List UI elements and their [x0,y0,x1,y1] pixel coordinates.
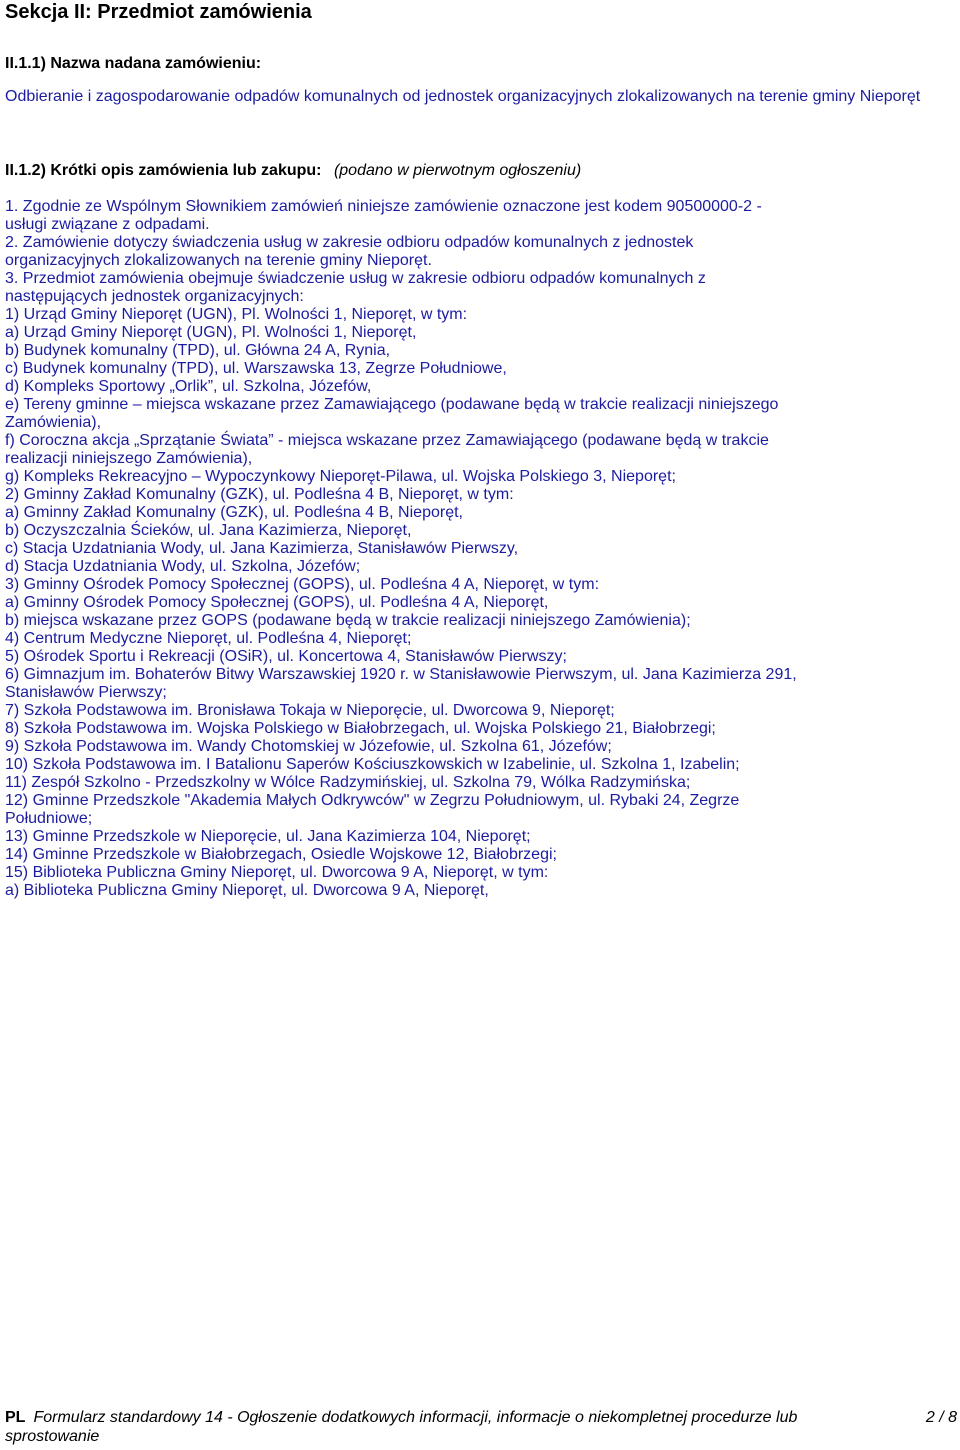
description-line: c) Budynek komunalny (TPD), ul. Warszawska 13, Zegrze Południowe, [5,360,507,377]
description-line: a) Gminny Ośrodek Pomocy Społecznej (GOPS), ul. Podleśna 4 A, Nieporęt, [5,594,549,611]
description-line: następujących jednostek organizacyjnych: [5,288,304,305]
description-line: 11) Zespół Szkolno - Przedszkolny w Wólce Radzymińskiej, ul. Szkolna 79, Wólka Radzymińska; [5,774,691,791]
short-description-body [5,198,797,900]
description-line: a) Urząd Gminy Nieporęt (UGN), Pl. Wolności 1, Nieporęt, [5,324,417,341]
footer-text [5,1408,865,1446]
description-line: organizacyjnych zlokalizowanych na terenie gminy Nieporęt. [5,252,432,269]
description-line: 10) Szkoła Podstawowa im. I Batalionu Saperów Kościuszkowskich w Izabelinie, ul. Szkolna 1, Izabelin; [5,756,740,773]
description-line: g) Kompleks Rekreacyjno – Wypoczynkowy Nieporęt-Pilawa, ul. Wojska Polskiego 3, Nieporęt; [5,468,676,485]
description-line: 5) Ośrodek Sportu i Rekreacji (OSiR), ul. Koncertowa 4, Stanisławów Pierwszy; [5,648,567,665]
description-line: d) Kompleks Sportowy „Orlik”, ul. Szkolna, Józefów, [5,378,372,395]
description-line: 2. Zamówienie dotyczy świadczenia usług w zakresie odbioru odpadów komunalnych z jednostek [5,234,694,251]
page-footer [5,1408,957,1446]
contract-name-label: II.1.1) Nazwa nadana zamówieniu: [5,55,262,72]
description-line: a) Biblioteka Publiczna Gminy Nieporęt, ul. Dworcowa 9 A, Nieporęt, [5,882,489,899]
description-line: 1. Zgodnie ze Wspólnym Słownikiem zamówień niniejsze zamówienie oznaczone jest kodem 90500000-2 - [5,198,762,215]
page-number: 2 / 8 [925,1409,957,1426]
section-title: Sekcja II: Przedmiot zamówienia [5,1,312,23]
description-line: Stanisławów Pierwszy; [5,684,167,701]
description-line: 6) Gimnazjum im. Bohaterów Bitwy Warszawskiej 1920 r. w Stanisławowie Pierwszym, ul. Jana Kazimierza 291, [5,666,797,683]
description-line: 3. Przedmiot zamówienia obejmuje świadczenie usług w zakresie odbioru odpadów komunalnych z [5,270,706,287]
description-line: b) Oczyszczalnia Ścieków, ul. Jana Kazimierza, Nieporęt, [5,522,412,539]
description-line: b) Budynek komunalny (TPD), ul. Główna 24 A, Rynia, [5,342,391,359]
description-line: 14) Gminne Przedszkole w Białobrzegach, Osiedle Wojskowe 12, Białobrzegi; [5,846,557,863]
short-description-note: (podano w pierwotnym ogłoszeniu) [333,162,582,179]
description-line: c) Stacja Uzdatniania Wody, ul. Jana Kazimierza, Stanisławów Pierwszy, [5,540,519,557]
description-line: a) Gminny Zakład Komunalny (GZK), ul. Podleśna 4 B, Nieporęt, [5,504,463,521]
footer-language: PL [5,1409,26,1426]
description-line: 12) Gminne Przedszkole "Akademia Małych Odkrywców" w Zegrzu Południowym, ul. Rybaki 24, Zegrze [5,792,740,809]
description-line: usługi związane z odpadami. [5,216,210,233]
description-line: 13) Gminne Przedszkole w Nieporęcie, ul. Jana Kazimierza 104, Nieporęt; [5,828,531,845]
description-line: 1) Urząd Gminy Nieporęt (UGN), Pl. Wolności 1, Nieporęt, w tym: [5,306,468,323]
description-line: d) Stacja Uzdatniania Wody, ul. Szkolna, Józefów; [5,558,361,575]
short-description-label [5,161,581,180]
description-line: 9) Szkoła Podstawowa im. Wandy Chotomskiej w Józefowie, ul. Szkolna 61, Józefów; [5,738,612,755]
description-line: 7) Szkoła Podstawowa im. Bronisława Tokaja w Nieporęcie, ul. Dworcowa 9, Nieporęt; [5,702,615,719]
description-line: b) miejsca wskazane przez GOPS (podawane będą w trakcie realizacji niniejszego Zamówienia); [5,612,691,629]
description-line: Zamówienia), [5,414,102,431]
description-line: e) Tereny gminne – miejsca wskazane przez Zamawiającego (podawane będą w trakcie realizacji niniejszego [5,396,779,413]
description-line: 15) Biblioteka Publiczna Gminy Nieporęt, ul. Dworcowa 9 A, Nieporęt, w tym: [5,864,549,881]
description-line: 8) Szkoła Podstawowa im. Wojska Polskiego w Białobrzegach, ul. Wojska Polskiego 21, Białobrzegi; [5,720,716,737]
description-line: f) Coroczna akcja „Sprzątanie Świata” - miejsca wskazane przez Zamawiającego (podawane będą w trakcie [5,432,769,449]
description-line: Południowe; [5,810,93,827]
description-line: 4) Centrum Medyczne Nieporęt, ul. Podleśna 4, Nieporęt; [5,630,412,647]
contract-name-value: Odbieranie i zagospodarowanie odpadów komunalnych od jednostek organizacyjnych zlokalizowanych na terenie gminy Nieporęt [5,88,921,105]
footer-form-title: Formularz standardowy 14 - Ogłoszenie dodatkowych informacji, informacje o niekompletnej procedurze lub sprostowanie [5,1409,798,1445]
description-line: 3) Gminny Ośrodek Pomocy Społecznej (GOPS), ul. Podleśna 4 A, Nieporęt, w tym: [5,576,600,593]
description-line: realizacji niniejszego Zamówienia), [5,450,253,467]
short-description-label-text: II.1.2) Krótki opis zamówienia lub zakupu: [5,162,322,179]
description-line: 2) Gminny Zakład Komunalny (GZK), ul. Podleśna 4 B, Nieporęt, w tym: [5,486,514,503]
